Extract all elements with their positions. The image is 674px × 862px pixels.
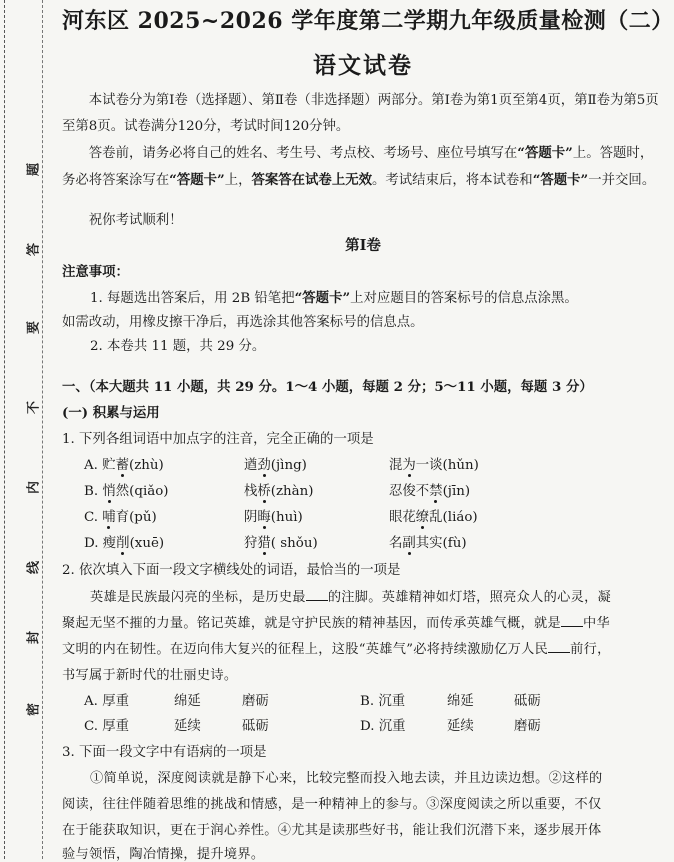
q1-option-b-word3: 忍俊不禁(jīn) (389, 484, 471, 499)
part-1-title: 第Ⅰ卷 (345, 237, 381, 254)
seal-dashed-line (42, 0, 44, 859)
exam-title: 河东区 2025~2026 学年度第二学期九年级质量检测（二） (62, 8, 674, 34)
q2-option-c-word3: 砥砺 (242, 719, 269, 734)
q2-option-b: B. 沉重 (360, 694, 406, 709)
q3-passage-line-2: 阅读，往往伴随着思维的挑战和情感，是一种精神上的参与。③深度阅读之所以重要，不仅 (62, 797, 602, 812)
note-1-cont: 如需改动，用橡皮擦干净后，再选涂其他答案标号的信息点。 (62, 315, 424, 330)
q3-passage-line-1: ①简单说，深度阅读就是静下心来，比较完整而投入地去读，并且边读边想。②这样的 (90, 771, 603, 786)
answer-blank (561, 614, 583, 627)
q2-passage-line-1: 英雄是民族最闪亮的坐标，是历史最 的注脚。英雄精神如灯塔，照亮众人的心灵，凝 (90, 590, 612, 605)
seal-char: 题 (26, 163, 42, 177)
q1-option-d-word3: 名副其实(fù) (389, 536, 467, 551)
q1-option-a-word3: 混为一谈(hǔn) (389, 458, 479, 473)
q3-passage-line-3: 在于能获取知识，更在于润心养性。④尤其是读那些好书，能让我们沉潜下来，逐步展开体 (62, 823, 602, 838)
q2-option-d-word3: 磨砺 (514, 719, 541, 734)
left-margin-strip (0, 0, 20, 859)
section-1-heading: 一、（本大题共 11 小题，共 29 分。1～4 小题，每题 2 分；5～11 小题，每题 3 分） (62, 379, 593, 395)
seal-char: 内 (26, 481, 42, 495)
good-luck-text: 祝你考试顺利！ (88, 213, 183, 228)
question-3-stem: 3. 下面一段文字中有语病的一项是 (62, 745, 267, 760)
q2-passage-line-3: 文明的内在韧性。在迈向伟大复兴的征程上，这股“英雄气”必将持续激励亿万人民 前行， (62, 642, 611, 657)
q1-option-b-word2: 栈桥(zhàn) (244, 484, 314, 499)
question-1-stem: 1. 下列各组词语中加点字的注音，完全正确的一项是 (62, 432, 374, 447)
note-1: 1. 每题选出答案后，用 2B 铅笔把“答题卡”上对应题目的答案标号的信息点涂黑。 (90, 290, 578, 306)
seal-char: 不 (26, 401, 42, 415)
q2-option-d-word2: 延续 (447, 719, 474, 734)
q2-option-d: D. 沉重 (360, 719, 406, 734)
q1-option-a: A. 贮蓄(zhù) (84, 458, 164, 473)
answer-blank (548, 640, 570, 653)
seal-char: 答 (26, 243, 42, 257)
q2-passage-line-4: 书写属于新时代的壮丽史诗。 (62, 668, 238, 683)
q2-option-b-word2: 绵延 (447, 694, 474, 709)
q2-option-a-word3: 磨砺 (242, 694, 269, 709)
q1-option-b: B. 悄然(qiǎo) (84, 484, 169, 499)
seal-char: 线 (26, 561, 42, 575)
notes-title: 注意事项： (62, 264, 129, 280)
q1-option-d-word2: 狩猎( shǒu) (244, 536, 318, 551)
answer-blank (306, 588, 328, 601)
q2-option-a-word2: 绵延 (174, 694, 201, 709)
q2-option-b-word3: 砥砺 (514, 694, 541, 709)
intro-paragraph-1: 本试卷分为第Ⅰ卷（选择题）、第Ⅱ卷（非选择题）两部分。第Ⅰ卷为第1页至第4页，第Ⅱ卷为第5页至第8页。试卷满分120分，考试时间120分钟。 (62, 93, 659, 134)
margin-dashed-line (4, 0, 16, 859)
q1-option-d: D. 瘦削(xuē) (84, 536, 165, 551)
seal-char: 密 (26, 703, 42, 717)
q2-option-a: A. 厚重 (84, 694, 129, 709)
q1-option-c-word2: 阴晦(huì) (244, 510, 303, 525)
exam-subtitle: 语文试卷 (313, 52, 413, 79)
note-2: 2. 本卷共 11 题，共 29 分。 (90, 339, 266, 354)
q1-option-c: C. 哺育(pǔ) (84, 510, 157, 525)
q1-option-a-word2: 遒劲(jìng) (244, 458, 307, 473)
q2-passage-line-2: 聚起无坚不摧的力量。铭记英雄，就是守护民族的精神基因，而传承英雄气概，就是 中华 (62, 616, 611, 631)
q2-option-c-word2: 延续 (174, 719, 201, 734)
seal-char: 封 (26, 631, 42, 645)
section-1-sub: (一) 积累与运用 (62, 405, 160, 421)
q3-passage-line-4: 验与领悟，陶冶情操，提升境界。 (62, 847, 265, 862)
intro-paragraph-2: 答卷前，请务必将自己的姓名、考生号、考点校、考场号、座位号填写在“答题卡”上。答题时，务必将答案涂写在“答题卡”上，答案答在试卷上无效。考试结束后，将本试卷和“答题卡”一并交回。 (62, 145, 656, 188)
seal-char: 要 (26, 321, 42, 335)
q2-option-c: C. 厚重 (84, 719, 130, 734)
question-2-stem: 2. 依次填入下面一段文字横线处的词语，最恰当的一项是 (62, 563, 401, 578)
q1-option-c-word3: 眼花缭乱(liáo) (389, 510, 478, 525)
